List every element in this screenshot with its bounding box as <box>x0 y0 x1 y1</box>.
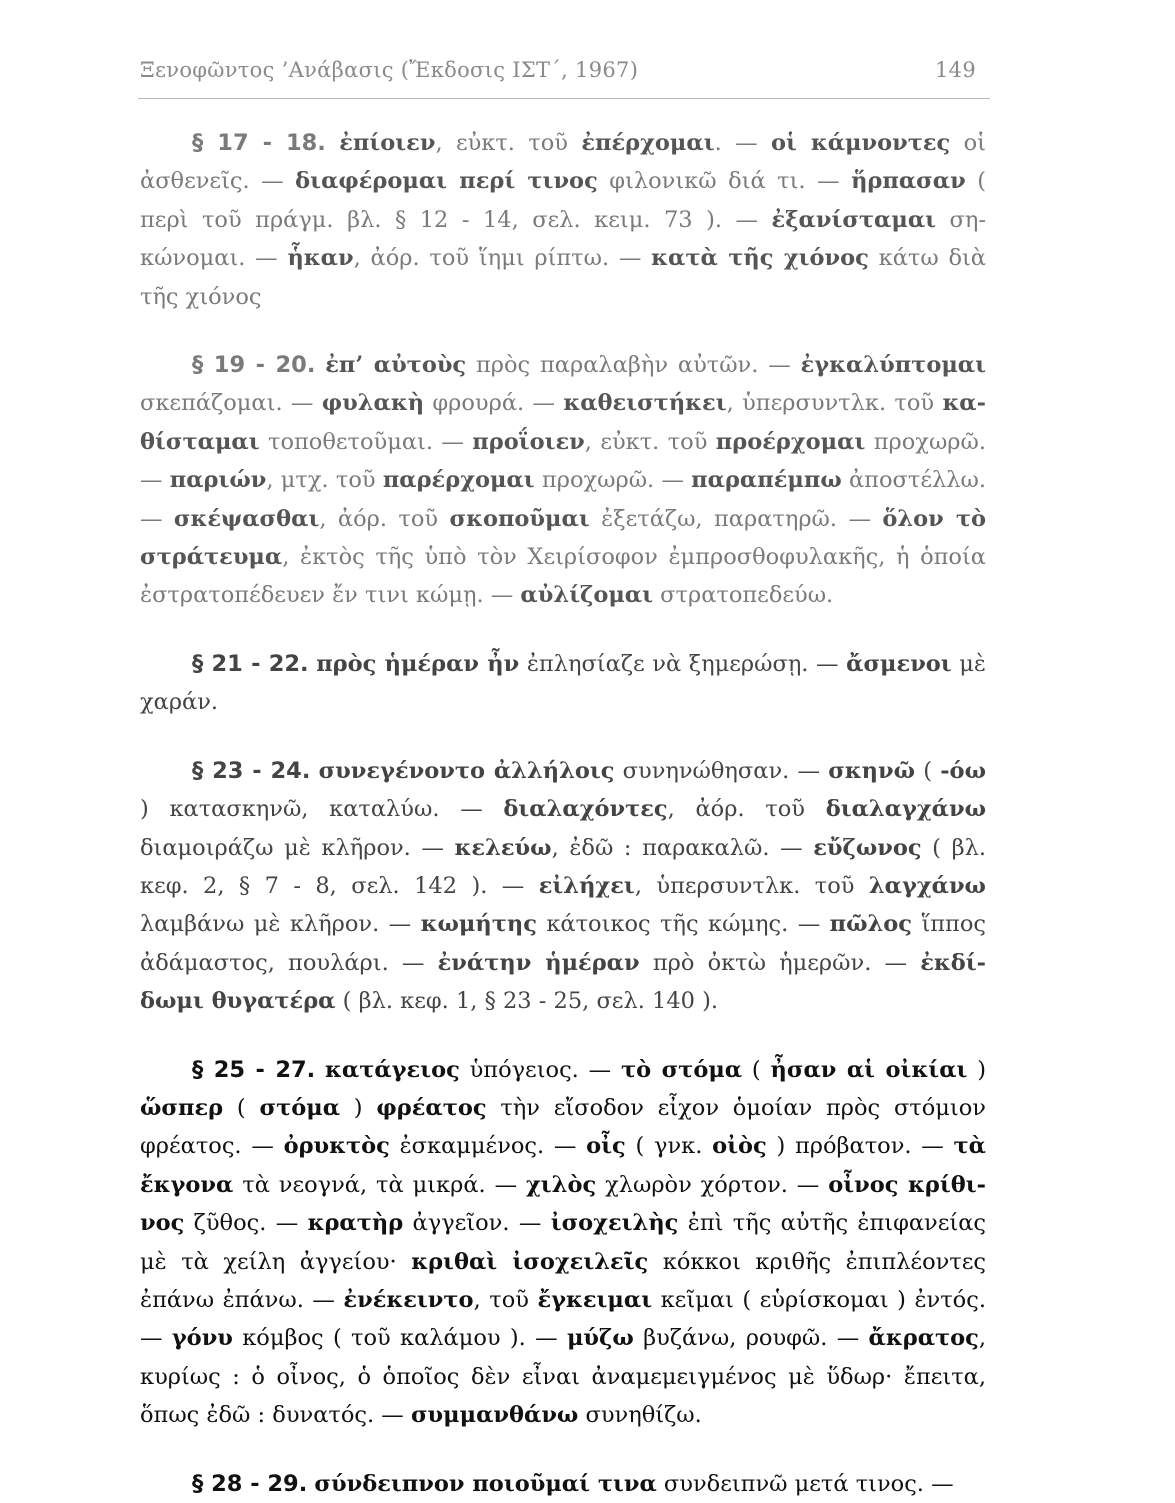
lemma: κελεύω <box>454 834 552 861</box>
commentary-body <box>140 120 986 1503</box>
gloss: συνηνώθησαν. — <box>614 757 829 784</box>
lemma: ἐνέκειντο <box>343 1286 474 1313</box>
section-21-22 <box>140 645 986 722</box>
lemma: φυλακὴ <box>321 390 425 417</box>
gloss: ἐσκαμμένος. — <box>389 1133 587 1160</box>
lemma: συνεγένοντο ἀλλήλοις <box>318 757 615 784</box>
gloss: ( <box>742 1056 771 1083</box>
lemma: ἧκαν <box>287 245 354 272</box>
section-ref: § 25 - 27. <box>192 1056 316 1083</box>
lemma: πῶλος <box>829 911 913 938</box>
gloss: , ἀόρ. τοῦ <box>667 796 826 823</box>
gloss: προχωρῶ. — <box>534 467 692 494</box>
lemma: τὰ ἔκγονα <box>140 1133 987 1198</box>
lemma: ἦσαν αἱ οἰκίαι <box>770 1056 968 1083</box>
gloss: , ἀόρ. τοῦ <box>319 505 450 532</box>
lemma: ἐξανίσταμαι <box>771 206 937 233</box>
gloss: ) <box>340 1094 377 1121</box>
lemma: πρὸς ἡμέραν ἦν <box>316 650 520 677</box>
gloss: φρουρά. — <box>424 390 564 417</box>
lemma: κρατὴρ <box>307 1210 404 1237</box>
gloss: προχωρῶ. — <box>140 428 987 494</box>
gloss: . — <box>714 130 771 156</box>
lemma: ἐνάτην ἡμέραν <box>437 949 640 976</box>
lemma: σκέψασθαι <box>173 505 320 532</box>
gloss: συνηθίζω. <box>578 1402 702 1429</box>
gloss: , εὐκτ. τοῦ <box>435 130 582 156</box>
lemma: ἄσμενοι <box>846 650 952 677</box>
lemma: στόμα <box>259 1094 341 1121</box>
lemma: καθίσταμαι <box>140 390 986 455</box>
gloss: ( περὶ τοῦ πράγμ. βλ. § 12 - 14, σελ. κειμ. 73 ). — <box>140 168 986 233</box>
section-19-20 <box>140 346 986 615</box>
section-ref: § 17 - 18. <box>192 130 326 156</box>
lemma: γόνυ <box>171 1325 233 1352</box>
gloss: διαμοιράζω μὲ κλῆρον. — <box>140 834 455 861</box>
gloss: ( βλ. κεφ. 1, § 23 - 25, σελ. 140 ). <box>335 988 719 1015</box>
running-head <box>140 58 990 82</box>
gloss: ὑπόγειος. — <box>459 1056 621 1083</box>
gloss: χλωρὸν χόρτον. — <box>596 1171 829 1198</box>
gloss: ἐπὶ τῆς αὐτῆς ἐπιφανείας μὲ τὰ χείλη ἀγγείου· <box>140 1210 986 1275</box>
lemma: εὔζωνος <box>813 834 922 861</box>
lemma: ἐπ’ αὐτοὺς <box>325 352 467 379</box>
section-17-18 <box>140 124 986 316</box>
section-23-24 <box>140 752 986 1021</box>
lemma: καθειστήκει <box>563 390 727 417</box>
lemma: ἔγκειμαι <box>537 1286 653 1313</box>
gloss: ἀγγεῖον. — <box>403 1210 551 1237</box>
gloss: σηκώνομαι. — <box>140 206 986 272</box>
gloss: σκεπάζομαι. — <box>140 390 322 417</box>
lemma: οἰὸς <box>712 1133 767 1160</box>
lemma: ἥρπασαν <box>851 168 966 195</box>
lemma: οἱ κάμνοντες <box>770 130 951 156</box>
gloss: , ὑπερσυντλκ. τοῦ <box>634 872 869 899</box>
gloss: κάτοικος τῆς κώμης. — <box>536 911 830 938</box>
section-28-29 <box>140 1465 986 1503</box>
gloss: , ἀόρ. τοῦ ἵημι ρίπτω. — <box>353 245 652 272</box>
lemma: παρέρχομαι <box>382 467 535 494</box>
gloss: , κυρίως : ὁ οἶνος, ὁ ὁποῖος δὲν εἶναι ἀναμεμειγμένος μὲ ὕδωρ· ἔπειτα, ὅπως ἐδῶ : δυνατός. — <box>140 1325 987 1429</box>
lemma: κωμήτης <box>420 911 537 938</box>
section-ref: § 19 - 20. <box>192 352 316 379</box>
lemma: ὀρυκτὸς <box>283 1133 390 1160</box>
gloss: βυζάνω, ρουφῶ. — <box>633 1325 869 1352</box>
gloss: κόμβος ( τοῦ καλάμου ). — <box>232 1325 567 1352</box>
gloss: ἀποστέλλω. — <box>140 467 986 532</box>
lemma: κατὰ τῆς χιόνος <box>651 245 869 272</box>
lemma: ἄκρατος <box>868 1325 979 1352</box>
lemma: διαφέρομαι περί τινος <box>295 168 598 195</box>
running-title: Ξενοφῶντος ’Ανάβασις (Ἔκδοσις ΙΣΤ΄, 1967) <box>140 58 639 82</box>
lemma: αὐλίζομαι <box>520 582 654 609</box>
gloss: , ἐδῶ : παρακαλῶ. — <box>551 834 814 861</box>
lemma: προέρχομαι <box>715 428 866 455</box>
lemma: διαλαγχάνω <box>825 796 986 823</box>
gloss: , ὑπερσυντλκ. τοῦ <box>726 390 943 417</box>
lemma: ἰσοχειλὴς <box>550 1210 679 1237</box>
lemma: σύνδειπνον ποιοῦμαί τινα <box>314 1470 657 1497</box>
lemma: χιλὸς <box>526 1171 597 1198</box>
gloss: οἱ ἀσθενεῖς. — <box>140 130 986 195</box>
lemma: ἐκδίδωμι θυγατέρα <box>140 949 987 1015</box>
lemma: μύζω <box>566 1325 634 1352</box>
gloss: ( βλ. κεφ. 2, § 7 - 8, σελ. 142 ). — <box>140 834 986 899</box>
lemma: συμμανθάνω <box>410 1402 579 1429</box>
section-ref: § 23 - 24. <box>192 757 311 784</box>
gloss: τὴν εἴσοδον εἶχον ὁμοίαν πρὸς στόμιον φρέατος. — <box>140 1094 986 1160</box>
section-ref: § 28 - 29. <box>192 1470 308 1497</box>
lemma: κριθαὶ ἰσοχειλεῖς <box>411 1248 649 1275</box>
gloss: ) πρόβατον. — <box>766 1133 954 1160</box>
gloss: μὲ χαράν. <box>140 650 986 716</box>
gloss: ζῦθος. — <box>184 1210 308 1237</box>
gloss: πρὸ ὀκτὼ ἡμερῶν. — <box>639 949 921 976</box>
lemma: εἰλήχει <box>538 872 635 899</box>
gloss: κόκκοι κριθῆς ἐπιπλέοντες ἐπάνω ἐπάνω. — <box>140 1248 986 1313</box>
lemma: λαγχάνω <box>868 872 986 899</box>
header-rule <box>138 98 990 99</box>
lemma: σκοποῦμαι <box>449 505 590 532</box>
gloss: στρατοπεδεύω. <box>653 582 834 609</box>
gloss: ἐπλησίαζε νὰ ξημερώσῃ. — <box>519 650 847 677</box>
gloss: ) κατασκηνῶ, καταλύω. — <box>140 796 504 823</box>
gloss: συνδειπνῶ μετά τινος. — <box>656 1470 954 1497</box>
gloss: κάτω διὰ τῆς χιόνος <box>140 245 987 310</box>
lemma: διαλαχόντες <box>503 796 668 823</box>
lemma: ἐπέρχομαι <box>581 130 715 156</box>
gloss: τὰ νεογνά, τὰ μικρά. — <box>233 1171 526 1198</box>
lemma: παραπέμπω <box>691 467 842 494</box>
lemma: ὅλον τὸ στράτευμα <box>140 505 986 571</box>
gloss: , εὐκτ. τοῦ <box>584 428 716 455</box>
lemma: φρέατος <box>376 1094 487 1121</box>
section-ref: § 21 - 22. <box>192 650 309 677</box>
lemma: οἶς <box>586 1133 626 1160</box>
gloss: , τοῦ <box>473 1286 538 1313</box>
lemma: ἐπίοιεν <box>339 130 436 156</box>
lemma: -όω <box>940 757 986 784</box>
gloss: , ἐκτὸς τῆς ὑπὸ τὸν Χειρίσοφον ἐμπροσθοφυλακῆς, ἡ ὁποία ἐστρατοπέδευεν ἔν τινι κώμῃ. — <box>140 544 986 609</box>
gloss: ( <box>915 757 941 784</box>
lemma: σκηνῶ <box>828 757 916 784</box>
gloss: φιλονικῶ διά τι. — <box>597 168 852 195</box>
gloss: πρὸς παραλαβὴν αὐτῶν. — <box>466 352 801 379</box>
gloss: τοποθετοῦμαι. — <box>259 428 473 455</box>
lemma: οἶνος κρίθινος <box>140 1171 986 1237</box>
gloss: κεῖμαι ( εὑρίσκομαι ) ἐντός. — <box>140 1286 986 1352</box>
lemma: τὸ στόμα <box>620 1056 743 1083</box>
lemma: ἐγκαλύπτομαι <box>800 352 986 379</box>
gloss: , μτχ. τοῦ <box>266 467 383 494</box>
gloss: ( <box>223 1094 260 1121</box>
gloss: ἵππος ἀδάμαστος, πουλάρι. — <box>140 911 986 976</box>
section-25-27 <box>140 1051 986 1435</box>
gloss: ) <box>967 1056 986 1083</box>
gloss: ( γνκ. <box>625 1133 713 1160</box>
lemma: κατάγειος <box>325 1056 460 1083</box>
lemma: ὥσπερ <box>140 1094 224 1121</box>
lemma: παριών <box>169 467 267 494</box>
gloss: λαμβάνω μὲ κλῆρον. — <box>140 911 421 938</box>
gloss: ἐξετάζω, παρατηρῶ. — <box>589 505 883 532</box>
lemma: προΐοιεν <box>472 428 585 455</box>
page-number: 149 <box>935 58 976 82</box>
